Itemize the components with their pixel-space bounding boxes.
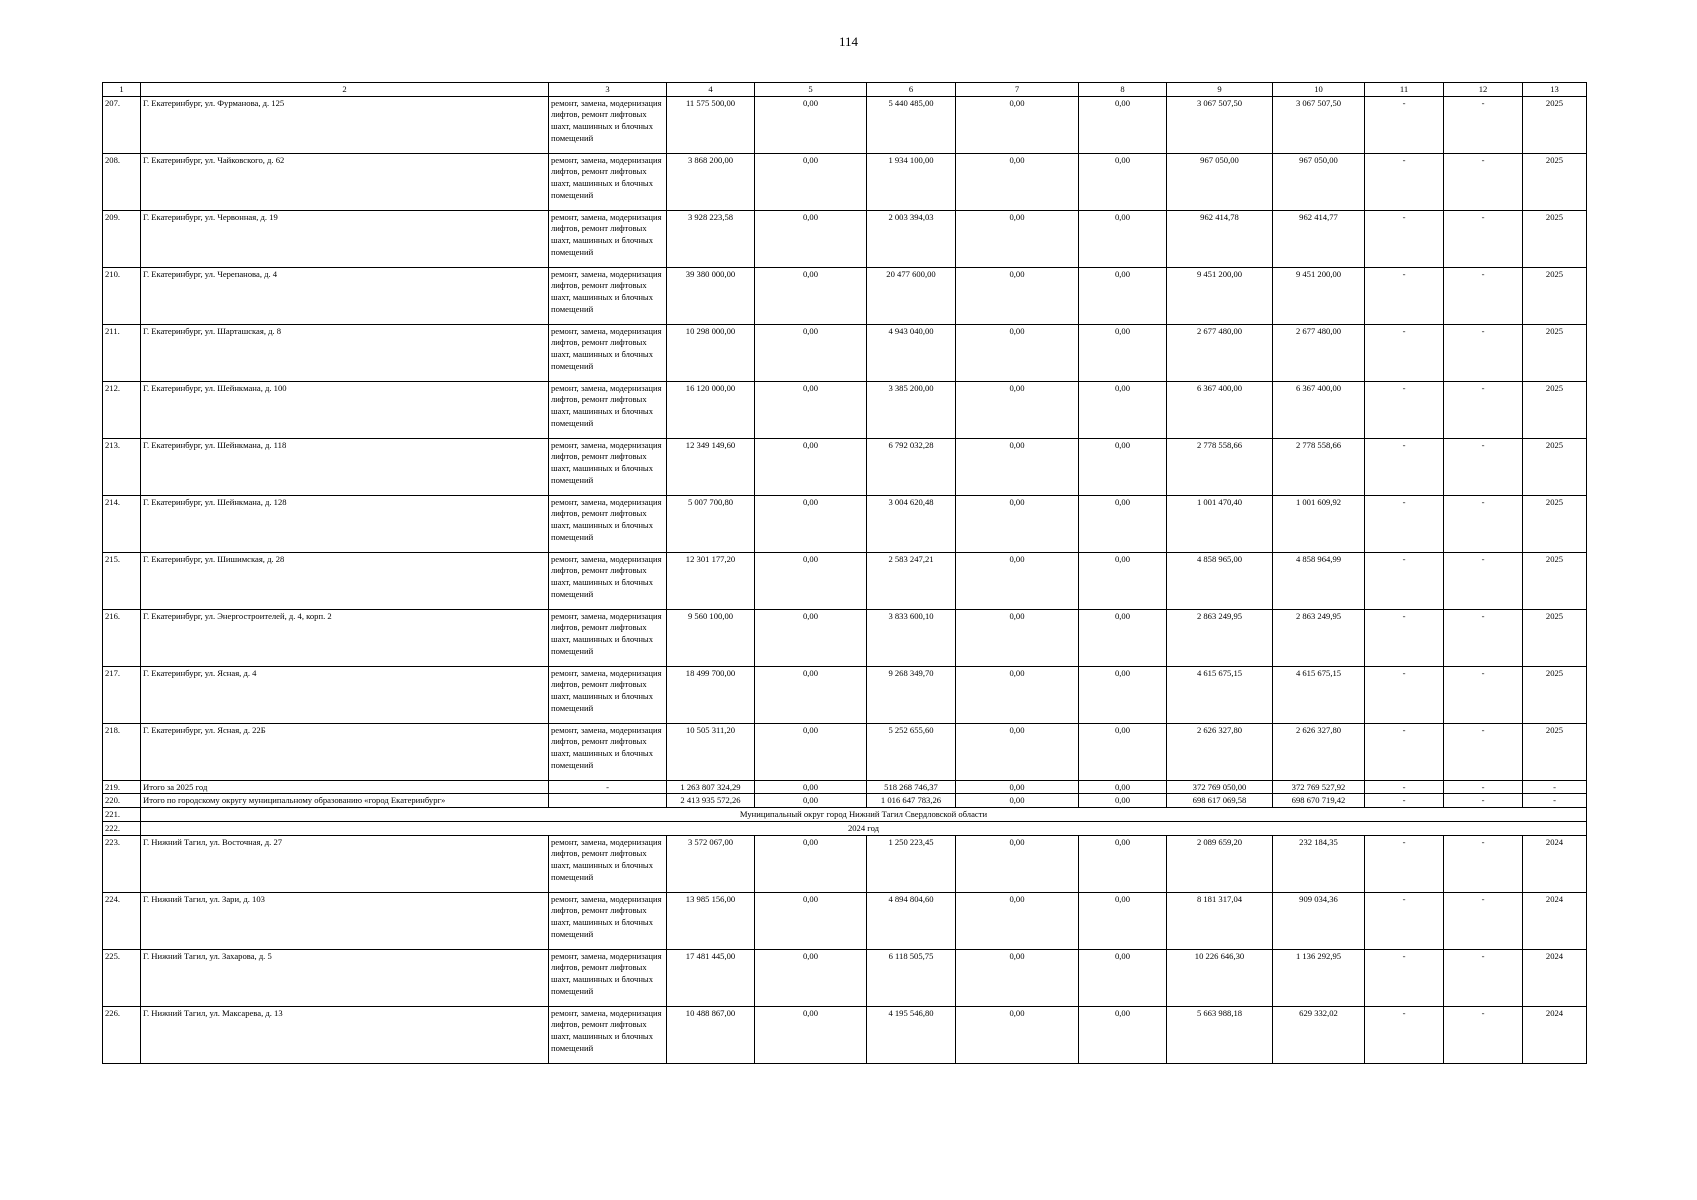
value-cell: 0,00 — [755, 892, 867, 949]
column-number: 12 — [1444, 83, 1523, 97]
value-cell: - — [1444, 794, 1523, 808]
value-cell: - — [1365, 723, 1444, 780]
value-cell: 6 792 032,28 — [867, 438, 956, 495]
table-body — [103, 83, 1587, 1064]
value-cell: 8 181 317,04 — [1167, 892, 1273, 949]
value-cell: 0,00 — [1079, 210, 1167, 267]
value-cell: - — [1523, 780, 1587, 794]
value-cell: 629 332,02 — [1273, 1006, 1365, 1063]
value-cell: - — [1365, 892, 1444, 949]
table-row — [103, 552, 1587, 609]
address-cell: Г. Нижний Тагил, ул. Максарева, д. 13 — [141, 1006, 549, 1063]
value-cell: 16 120 000,00 — [667, 381, 755, 438]
value-cell: 9 451 200,00 — [1167, 267, 1273, 324]
value-cell: 0,00 — [1079, 892, 1167, 949]
row-number: 223. — [103, 835, 141, 892]
value-cell: 0,00 — [1079, 324, 1167, 381]
address-cell: Г. Екатеринбург, ул. Шейнкмана, д. 128 — [141, 495, 549, 552]
value-cell: 0,00 — [755, 835, 867, 892]
work-type-cell: ремонт, замена, модернизация лифтов, ремонт лифтовых шахт, машинных и блочных помещений — [549, 835, 667, 892]
row-number: 218. — [103, 723, 141, 780]
table-row — [103, 892, 1587, 949]
value-cell: 17 481 445,00 — [667, 949, 755, 1006]
value-cell: 962 414,78 — [1167, 210, 1273, 267]
address-cell: Итого за 2025 год — [141, 780, 549, 794]
value-cell: 10 488 867,00 — [667, 1006, 755, 1063]
row-number: 207. — [103, 96, 141, 153]
value-cell: 2025 — [1523, 495, 1587, 552]
address-cell: Г. Нижний Тагил, ул. Зари, д. 103 — [141, 892, 549, 949]
value-cell: - — [1365, 210, 1444, 267]
value-cell: 0,00 — [755, 1006, 867, 1063]
address-cell: Г. Екатеринбург, ул. Шарташская, д. 8 — [141, 324, 549, 381]
work-type-cell — [549, 794, 667, 808]
row-number: 225. — [103, 949, 141, 1006]
address-cell: Г. Екатеринбург, ул. Энергостроителей, д. 4, корп. 2 — [141, 609, 549, 666]
value-cell: 0,00 — [755, 949, 867, 1006]
table-row — [103, 495, 1587, 552]
value-cell: 4 943 040,00 — [867, 324, 956, 381]
address-cell: Г. Екатеринбург, ул. Черепанова, д. 4 — [141, 267, 549, 324]
row-number: 211. — [103, 324, 141, 381]
value-cell: - — [1365, 552, 1444, 609]
row-number: 217. — [103, 666, 141, 723]
row-number: 216. — [103, 609, 141, 666]
value-cell: 0,00 — [755, 210, 867, 267]
value-cell: 0,00 — [1079, 438, 1167, 495]
value-cell: 967 050,00 — [1273, 153, 1365, 210]
value-cell: 0,00 — [956, 666, 1079, 723]
column-number: 7 — [956, 83, 1079, 97]
value-cell: 0,00 — [1079, 949, 1167, 1006]
table-row — [103, 324, 1587, 381]
table-row — [103, 96, 1587, 153]
value-cell: 0,00 — [956, 438, 1079, 495]
value-cell: 9 560 100,00 — [667, 609, 755, 666]
column-number: 2 — [141, 83, 549, 97]
row-number: 222. — [103, 821, 141, 835]
value-cell: 2025 — [1523, 153, 1587, 210]
table-row — [103, 381, 1587, 438]
address-cell: Г. Екатеринбург, ул. Шишимская, д. 28 — [141, 552, 549, 609]
address-cell: Г. Екатеринбург, ул. Шейнкмана, д. 100 — [141, 381, 549, 438]
value-cell: 0,00 — [956, 267, 1079, 324]
value-cell: 372 769 527,92 — [1273, 780, 1365, 794]
row-number: 210. — [103, 267, 141, 324]
value-cell: - — [1444, 666, 1523, 723]
table-row — [103, 153, 1587, 210]
value-cell: 0,00 — [1079, 96, 1167, 153]
value-cell: - — [1444, 723, 1523, 780]
value-cell: - — [1444, 96, 1523, 153]
table-row — [103, 835, 1587, 892]
value-cell: 10 226 646,30 — [1167, 949, 1273, 1006]
value-cell: 1 001 609,92 — [1273, 495, 1365, 552]
work-type-cell: ремонт, замена, модернизация лифтов, ремонт лифтовых шахт, машинных и блочных помещений — [549, 949, 667, 1006]
value-cell: 2 626 327,80 — [1273, 723, 1365, 780]
value-cell: 0,00 — [956, 609, 1079, 666]
column-number: 1 — [103, 83, 141, 97]
row-number: 221. — [103, 808, 141, 822]
work-type-cell: ремонт, замена, модернизация лифтов, ремонт лифтовых шахт, машинных и блочных помещений — [549, 609, 667, 666]
value-cell: 2 583 247,21 — [867, 552, 956, 609]
address-cell: Г. Екатеринбург, ул. Ясная, д. 4 — [141, 666, 549, 723]
value-cell: 2 626 327,80 — [1167, 723, 1273, 780]
value-cell: 0,00 — [1079, 835, 1167, 892]
value-cell: - — [1444, 949, 1523, 1006]
value-cell: 2 677 480,00 — [1167, 324, 1273, 381]
value-cell: 1 934 100,00 — [867, 153, 956, 210]
value-cell: 0,00 — [755, 794, 867, 808]
value-cell: 909 034,36 — [1273, 892, 1365, 949]
row-number: 226. — [103, 1006, 141, 1063]
value-cell: 3 868 200,00 — [667, 153, 755, 210]
value-cell: 0,00 — [956, 780, 1079, 794]
value-cell: 0,00 — [956, 210, 1079, 267]
column-number: 4 — [667, 83, 755, 97]
value-cell: 2 863 249,95 — [1273, 609, 1365, 666]
value-cell: - — [1444, 552, 1523, 609]
value-cell: 3 067 507,50 — [1273, 96, 1365, 153]
value-cell: 2025 — [1523, 666, 1587, 723]
value-cell: 12 349 149,60 — [667, 438, 755, 495]
value-cell: - — [1365, 438, 1444, 495]
work-type-cell: - — [549, 780, 667, 794]
value-cell: 11 575 500,00 — [667, 96, 755, 153]
value-cell: 2 863 249,95 — [1167, 609, 1273, 666]
value-cell: 0,00 — [1079, 1006, 1167, 1063]
value-cell: - — [1444, 1006, 1523, 1063]
value-cell: - — [1365, 949, 1444, 1006]
value-cell: - — [1444, 438, 1523, 495]
value-cell: 0,00 — [956, 1006, 1079, 1063]
work-type-cell: ремонт, замена, модернизация лифтов, ремонт лифтовых шахт, машинных и блочных помещений — [549, 267, 667, 324]
address-cell: Г. Нижний Тагил, ул. Захарова, д. 5 — [141, 949, 549, 1006]
row-number: 219. — [103, 780, 141, 794]
table-row — [103, 949, 1587, 1006]
work-type-cell: ремонт, замена, модернизация лифтов, ремонт лифтовых шахт, машинных и блочных помещений — [549, 1006, 667, 1063]
value-cell: 0,00 — [956, 324, 1079, 381]
work-type-cell: ремонт, замена, модернизация лифтов, ремонт лифтовых шахт, машинных и блочных помещений — [549, 552, 667, 609]
value-cell: 0,00 — [1079, 723, 1167, 780]
column-number: 13 — [1523, 83, 1587, 97]
work-type-cell: ремонт, замена, модернизация лифтов, ремонт лифтовых шахт, машинных и блочных помещений — [549, 495, 667, 552]
value-cell: 0,00 — [1079, 780, 1167, 794]
value-cell: - — [1444, 495, 1523, 552]
value-cell: - — [1365, 96, 1444, 153]
value-cell: 4 195 546,80 — [867, 1006, 956, 1063]
value-cell: 2025 — [1523, 210, 1587, 267]
row-number: 214. — [103, 495, 141, 552]
value-cell: 5 252 655,60 — [867, 723, 956, 780]
work-type-cell: ремонт, замена, модернизация лифтов, ремонт лифтовых шахт, машинных и блочных помещений — [549, 324, 667, 381]
value-cell: - — [1444, 210, 1523, 267]
address-cell: Г. Екатеринбург, ул. Фурманова, д. 125 — [141, 96, 549, 153]
value-cell: 2025 — [1523, 96, 1587, 153]
value-cell: 518 268 746,37 — [867, 780, 956, 794]
value-cell: 698 617 069,58 — [1167, 794, 1273, 808]
value-cell: 2025 — [1523, 609, 1587, 666]
value-cell: 20 477 600,00 — [867, 267, 956, 324]
value-cell: - — [1365, 495, 1444, 552]
value-cell: 0,00 — [956, 794, 1079, 808]
column-number: 5 — [755, 83, 867, 97]
value-cell: - — [1365, 1006, 1444, 1063]
value-cell: 2 089 659,20 — [1167, 835, 1273, 892]
value-cell: 2025 — [1523, 324, 1587, 381]
value-cell: 0,00 — [755, 381, 867, 438]
value-cell: 3 833 600,10 — [867, 609, 956, 666]
value-cell: 12 301 177,20 — [667, 552, 755, 609]
value-cell: - — [1523, 794, 1587, 808]
value-cell: 0,00 — [755, 609, 867, 666]
value-cell: - — [1365, 780, 1444, 794]
value-cell: 0,00 — [956, 153, 1079, 210]
work-type-cell: ремонт, замена, модернизация лифтов, ремонт лифтовых шахт, машинных и блочных помещений — [549, 892, 667, 949]
value-cell: 2025 — [1523, 381, 1587, 438]
value-cell: - — [1444, 892, 1523, 949]
value-cell: 698 670 719,42 — [1273, 794, 1365, 808]
value-cell: 5 663 988,18 — [1167, 1006, 1273, 1063]
value-cell: 0,00 — [755, 324, 867, 381]
table-row — [103, 609, 1587, 666]
value-cell: 6 367 400,00 — [1167, 381, 1273, 438]
value-cell: - — [1365, 267, 1444, 324]
value-cell: - — [1365, 666, 1444, 723]
value-cell: 0,00 — [755, 267, 867, 324]
value-cell: 2025 — [1523, 267, 1587, 324]
section-row — [103, 808, 1587, 822]
value-cell: - — [1365, 794, 1444, 808]
row-number: 224. — [103, 892, 141, 949]
row-number: 215. — [103, 552, 141, 609]
value-cell: 39 380 000,00 — [667, 267, 755, 324]
value-cell: 5 007 700,80 — [667, 495, 755, 552]
value-cell: 6 118 505,75 — [867, 949, 956, 1006]
address-cell: Г. Екатеринбург, ул. Шейнкмана, д. 118 — [141, 438, 549, 495]
value-cell: 4 615 675,15 — [1167, 666, 1273, 723]
value-cell: - — [1365, 381, 1444, 438]
column-number: 8 — [1079, 83, 1167, 97]
address-cell: Г. Екатеринбург, ул. Червонная, д. 19 — [141, 210, 549, 267]
address-cell: Г. Нижний Тагил, ул. Восточная, д. 27 — [141, 835, 549, 892]
value-cell: 0,00 — [956, 552, 1079, 609]
table-row — [103, 210, 1587, 267]
value-cell: 2024 — [1523, 1006, 1587, 1063]
value-cell: 0,00 — [755, 666, 867, 723]
table-row — [103, 438, 1587, 495]
table-row — [103, 267, 1587, 324]
value-cell: 1 263 807 324,29 — [667, 780, 755, 794]
row-number: 220. — [103, 794, 141, 808]
value-cell: - — [1365, 153, 1444, 210]
address-cell: Г. Екатеринбург, ул. Чайковского, д. 62 — [141, 153, 549, 210]
value-cell: 0,00 — [956, 949, 1079, 1006]
value-cell: 2025 — [1523, 723, 1587, 780]
value-cell: 0,00 — [1079, 794, 1167, 808]
page-number: 114 — [838, 34, 859, 49]
total-row — [103, 794, 1587, 808]
value-cell: 10 505 311,20 — [667, 723, 755, 780]
value-cell: 0,00 — [956, 835, 1079, 892]
value-cell: 0,00 — [755, 438, 867, 495]
work-type-cell: ремонт, замена, модернизация лифтов, ремонт лифтовых шахт, машинных и блочных помещений — [549, 666, 667, 723]
value-cell: 4 894 804,60 — [867, 892, 956, 949]
value-cell: 0,00 — [1079, 552, 1167, 609]
column-number: 11 — [1365, 83, 1444, 97]
value-cell: 0,00 — [1079, 666, 1167, 723]
value-cell: - — [1365, 609, 1444, 666]
address-cell: Итого по городскому округу муниципальному образованию «город Екатеринбург» — [141, 794, 549, 808]
value-cell: 967 050,00 — [1167, 153, 1273, 210]
work-type-cell: ремонт, замена, модернизация лифтов, ремонт лифтовых шахт, машинных и блочных помещений — [549, 438, 667, 495]
value-cell: 1 250 223,45 — [867, 835, 956, 892]
value-cell: 2024 — [1523, 892, 1587, 949]
value-cell: 2024 — [1523, 949, 1587, 1006]
value-cell: 0,00 — [1079, 495, 1167, 552]
value-cell: 0,00 — [1079, 381, 1167, 438]
value-cell: 6 367 400,00 — [1273, 381, 1365, 438]
column-number: 9 — [1167, 83, 1273, 97]
work-type-cell: ремонт, замена, модернизация лифтов, ремонт лифтовых шахт, машинных и блочных помещений — [549, 723, 667, 780]
value-cell: 0,00 — [755, 552, 867, 609]
value-cell: 3 928 223,58 — [667, 210, 755, 267]
address-cell: Г. Екатеринбург, ул. Ясная, д. 22Б — [141, 723, 549, 780]
row-number: 208. — [103, 153, 141, 210]
work-type-cell: ремонт, замена, модернизация лифтов, ремонт лифтовых шахт, машинных и блочных помещений — [549, 381, 667, 438]
value-cell: 0,00 — [956, 495, 1079, 552]
value-cell: 2 003 394,03 — [867, 210, 956, 267]
table-row — [103, 666, 1587, 723]
value-cell: 4 858 964,99 — [1273, 552, 1365, 609]
value-cell: 0,00 — [956, 96, 1079, 153]
value-cell: 0,00 — [956, 381, 1079, 438]
value-cell: 10 298 000,00 — [667, 324, 755, 381]
value-cell: 2024 — [1523, 835, 1587, 892]
section-title: Муниципальный округ город Нижний Тагил Свердловской области — [141, 808, 1587, 822]
value-cell: 5 440 485,00 — [867, 96, 956, 153]
column-number: 3 — [549, 83, 667, 97]
value-cell: - — [1444, 381, 1523, 438]
value-cell: 3 067 507,50 — [1167, 96, 1273, 153]
section-title: 2024 год — [141, 821, 1587, 835]
row-number: 209. — [103, 210, 141, 267]
value-cell: 0,00 — [755, 495, 867, 552]
table-row — [103, 1006, 1587, 1063]
value-cell: 0,00 — [1079, 267, 1167, 324]
value-cell: - — [1444, 153, 1523, 210]
value-cell: 3 385 200,00 — [867, 381, 956, 438]
section-row — [103, 821, 1587, 835]
value-cell: 0,00 — [1079, 153, 1167, 210]
value-cell: 0,00 — [755, 780, 867, 794]
value-cell: 1 136 292,95 — [1273, 949, 1365, 1006]
value-cell: 1 016 647 783,26 — [867, 794, 956, 808]
value-cell: 3 004 620,48 — [867, 495, 956, 552]
total-row — [103, 780, 1587, 794]
value-cell: 0,00 — [755, 153, 867, 210]
value-cell: 0,00 — [956, 723, 1079, 780]
value-cell: - — [1444, 609, 1523, 666]
value-cell: 9 451 200,00 — [1273, 267, 1365, 324]
value-cell: - — [1365, 324, 1444, 381]
value-cell: 2 778 558,66 — [1167, 438, 1273, 495]
value-cell: 0,00 — [956, 892, 1079, 949]
value-cell: 0,00 — [755, 723, 867, 780]
value-cell: - — [1444, 835, 1523, 892]
value-cell: 372 769 050,00 — [1167, 780, 1273, 794]
value-cell: 1 001 470,40 — [1167, 495, 1273, 552]
value-cell: 2 677 480,00 — [1273, 324, 1365, 381]
value-cell: 962 414,77 — [1273, 210, 1365, 267]
value-cell: 9 268 349,70 — [867, 666, 956, 723]
table-row — [103, 723, 1587, 780]
row-number: 213. — [103, 438, 141, 495]
work-type-cell: ремонт, замена, модернизация лифтов, ремонт лифтовых шахт, машинных и блочных помещений — [549, 210, 667, 267]
column-number: 10 — [1273, 83, 1365, 97]
capital-repair-table — [102, 82, 1587, 1064]
value-cell: 2 413 935 572,26 — [667, 794, 755, 808]
work-type-cell: ремонт, замена, модернизация лифтов, ремонт лифтовых шахт, машинных и блочных помещений — [549, 96, 667, 153]
value-cell: 18 499 700,00 — [667, 666, 755, 723]
row-number: 212. — [103, 381, 141, 438]
value-cell: - — [1365, 835, 1444, 892]
value-cell: 2025 — [1523, 552, 1587, 609]
value-cell: 2025 — [1523, 438, 1587, 495]
value-cell: 4 858 965,00 — [1167, 552, 1273, 609]
value-cell: 0,00 — [1079, 609, 1167, 666]
value-cell: 3 572 067,00 — [667, 835, 755, 892]
value-cell: 2 778 558,66 — [1273, 438, 1365, 495]
value-cell: - — [1444, 780, 1523, 794]
column-number: 6 — [867, 83, 956, 97]
column-number-row — [103, 83, 1587, 97]
value-cell: - — [1444, 324, 1523, 381]
value-cell: 13 985 156,00 — [667, 892, 755, 949]
value-cell: 4 615 675,15 — [1273, 666, 1365, 723]
work-type-cell: ремонт, замена, модернизация лифтов, ремонт лифтовых шахт, машинных и блочных помещений — [549, 153, 667, 210]
value-cell: 0,00 — [755, 96, 867, 153]
value-cell: 232 184,35 — [1273, 835, 1365, 892]
value-cell: - — [1444, 267, 1523, 324]
